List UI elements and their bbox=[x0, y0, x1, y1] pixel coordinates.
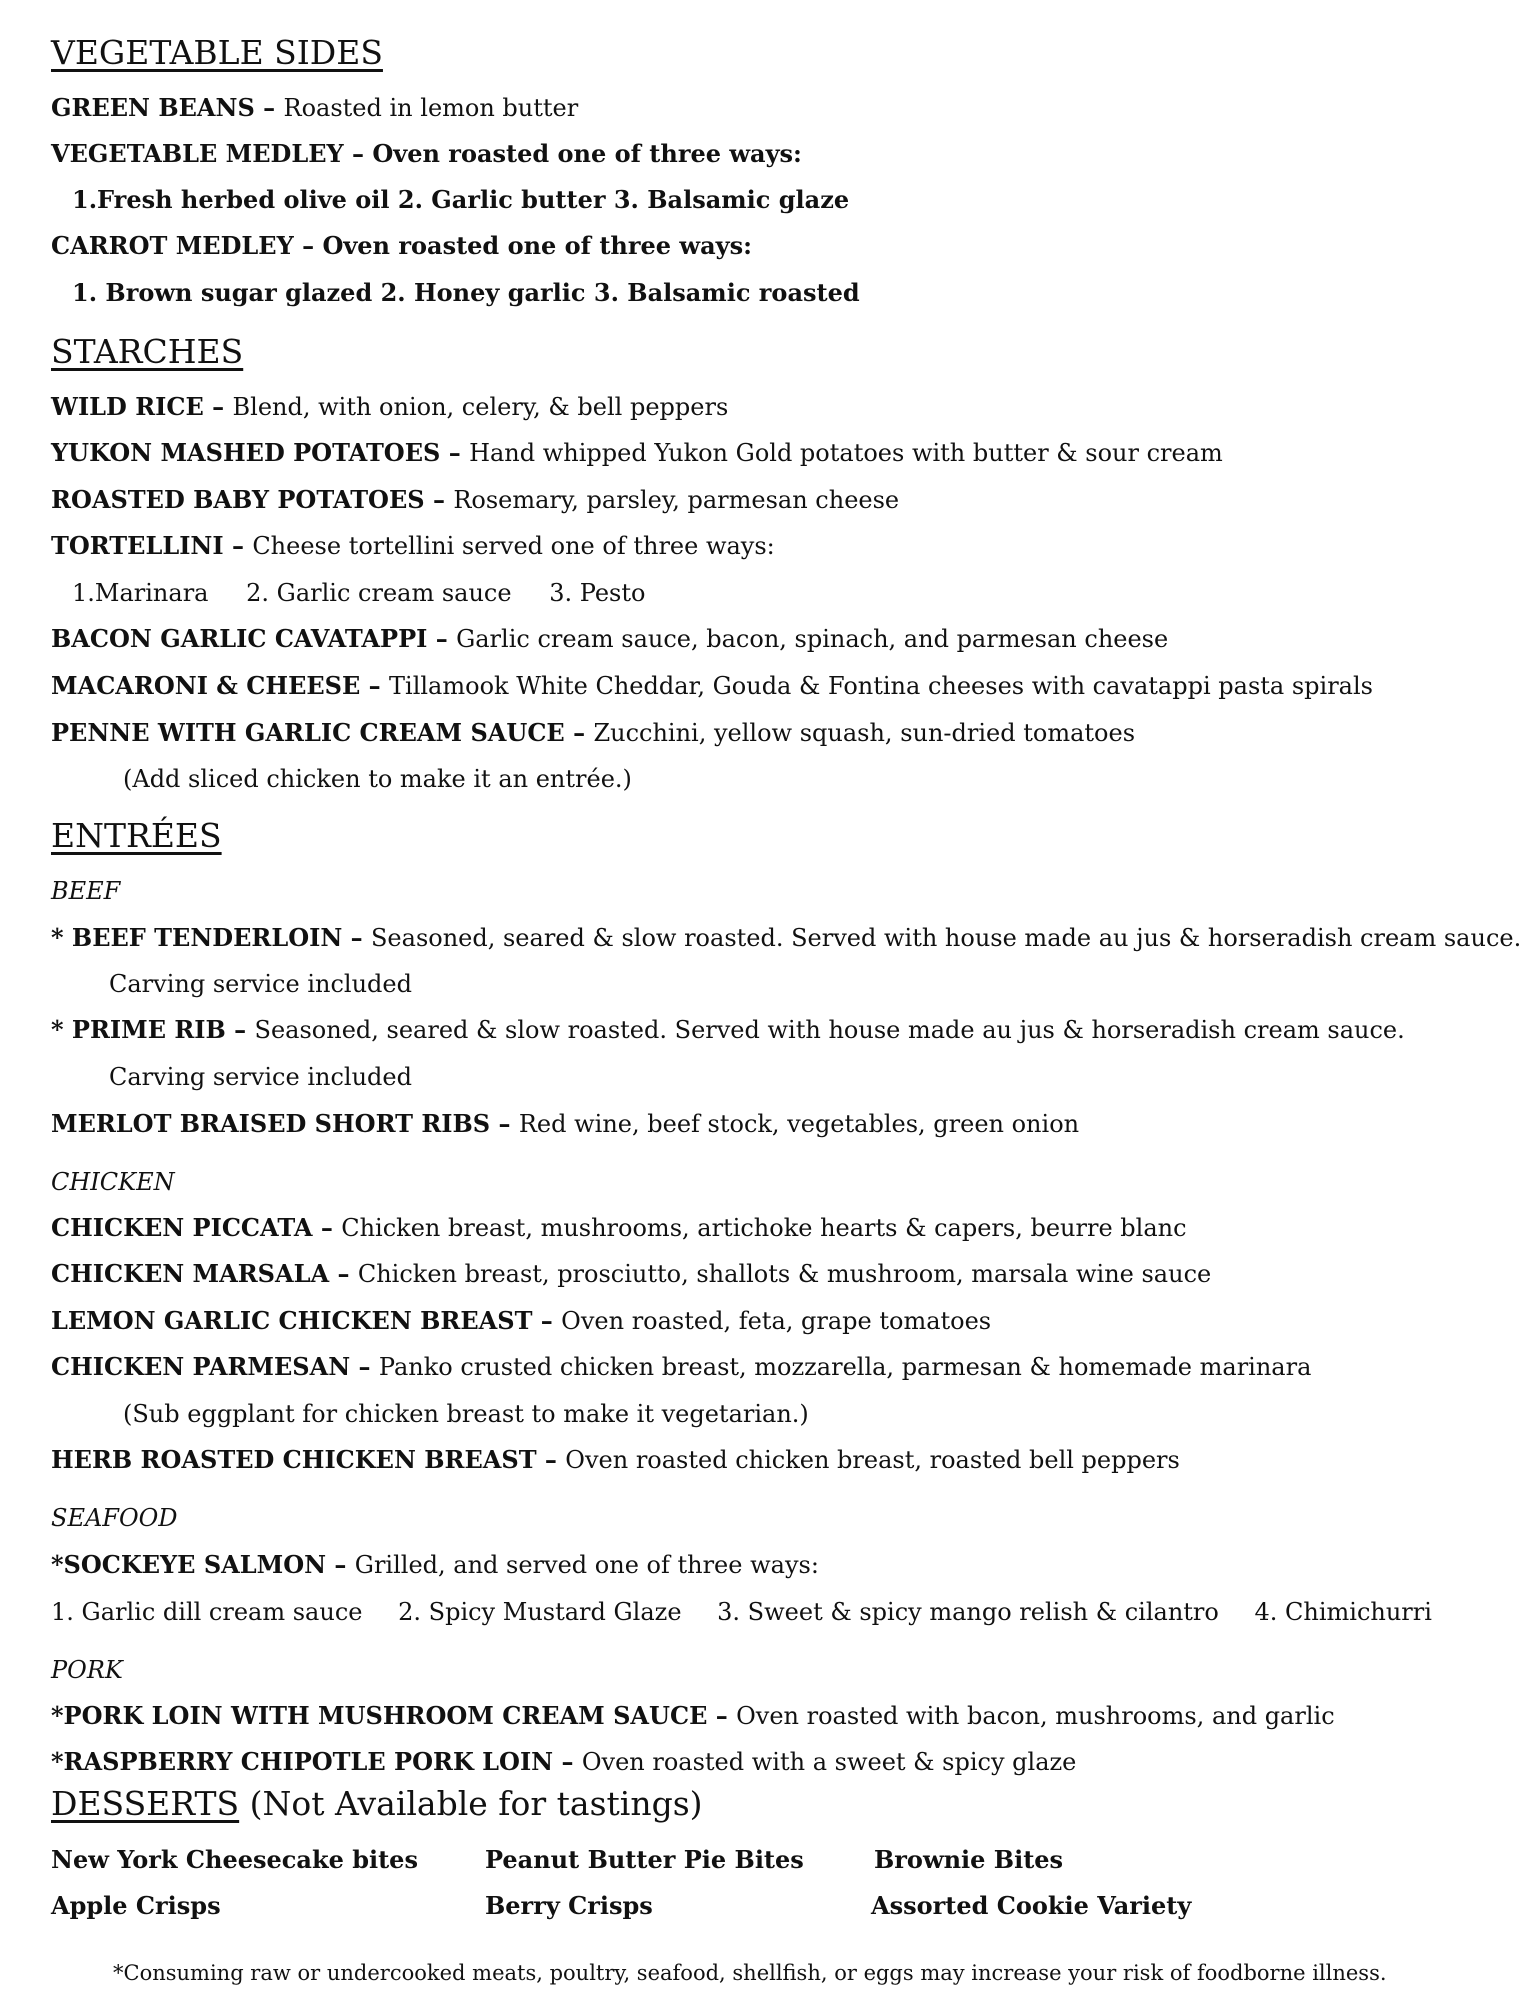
item-baby-potatoes bbox=[51, 484, 899, 516]
parmesan-note: (Sub eggplant for chicken breast to make it vegetarian.) bbox=[123, 1400, 809, 1428]
penne-note: (Add sliced chicken to make it an entrée.) bbox=[123, 765, 632, 793]
item-separator: – bbox=[342, 923, 371, 952]
item-name: PENNE WITH GARLIC CREAM SAUCE bbox=[51, 718, 565, 747]
item-name: CHICKEN PARMESAN bbox=[51, 1352, 351, 1381]
item-description: Zucchini, yellow squash, sun-dried tomatoes bbox=[593, 719, 1136, 747]
item-description: Grilled, and served one of three ways: bbox=[354, 1551, 819, 1579]
item-name: * PRIME RIB bbox=[51, 1015, 226, 1044]
item-separator: – bbox=[350, 1352, 379, 1381]
item-description: Oven roasted one of three ways: bbox=[372, 139, 802, 168]
dessert-item: Assorted Cookie Variety bbox=[871, 1891, 1192, 1920]
tortellini-options bbox=[72, 577, 645, 609]
desserts-heading: DESSERTS bbox=[51, 1784, 240, 1823]
item-name: MACARONI & CHEESE bbox=[51, 671, 361, 700]
item-separator: – bbox=[553, 1747, 582, 1776]
option-2: 2. Spicy Mustard Glaze bbox=[398, 1598, 682, 1626]
item-name: CHICKEN PICCATA bbox=[51, 1213, 313, 1242]
entrees-heading: ENTRÉES bbox=[51, 816, 222, 855]
item-separator: – bbox=[254, 93, 284, 122]
chicken-category-label: CHICKEN bbox=[51, 1168, 175, 1196]
item-name: *SOCKEYE SALMON bbox=[51, 1550, 327, 1579]
item-separator: – bbox=[536, 1445, 566, 1474]
item-description: Seasoned, seared & slow roasted. Served with house made au jus & horseradish cream sauce. bbox=[254, 1016, 1405, 1044]
item-raspberry-chipotle-pork bbox=[51, 1746, 1076, 1778]
item-separator: – bbox=[203, 392, 233, 421]
item-description: Red wine, beef stock, vegetables, green onion bbox=[518, 1110, 1080, 1138]
item-separator: – bbox=[424, 485, 454, 514]
carrot-medley-options: 1. Brown sugar glazed 2. Honey garlic 3. Balsamic roasted bbox=[72, 278, 860, 307]
item-sockeye-salmon bbox=[51, 1549, 819, 1581]
vegetable-sides-heading: VEGETABLE SIDES bbox=[51, 33, 383, 72]
item-name: BACON GARLIC CAVATAPPI bbox=[51, 624, 428, 653]
dessert-item: Apple Crisps bbox=[51, 1891, 221, 1920]
item-name: *PORK LOIN WITH MUSHROOM CREAM SAUCE bbox=[51, 1701, 708, 1730]
item-penne bbox=[51, 717, 1135, 749]
item-separator: – bbox=[427, 624, 457, 653]
beef-category-label: BEEF bbox=[51, 877, 121, 905]
footer-disclaimer: *Consuming raw or undercooked meats, poultry, seafood, shellfish, or eggs may increase your risk of foodborne illness. bbox=[113, 1961, 1387, 1985]
item-name: *RASPBERRY CHIPOTLE PORK LOIN bbox=[51, 1747, 554, 1776]
item-description: Chicken breast, mushrooms, artichoke hearts & capers, beurre blanc bbox=[341, 1214, 1187, 1242]
item-name: CARROT MEDLEY bbox=[51, 231, 294, 260]
item-separator: – bbox=[707, 1701, 737, 1730]
tenderloin-carving-note: Carving service included bbox=[109, 970, 412, 998]
item-description: Chicken breast, prosciutto, shallots & mushroom, marsala wine sauce bbox=[357, 1260, 1212, 1288]
vegetable-medley-options: 1.Fresh herbed olive oil 2. Garlic butter 3. Balsamic glaze bbox=[72, 185, 850, 214]
item-description: Blend, with onion, celery, & bell peppers bbox=[232, 393, 729, 421]
option-3: 3. Pesto bbox=[549, 579, 646, 607]
item-separator: – bbox=[343, 139, 373, 168]
item-chicken-marsala bbox=[51, 1258, 1211, 1290]
desserts-heading-row bbox=[51, 1784, 703, 1824]
item-separator: – bbox=[329, 1259, 358, 1288]
item-bacon-garlic-cavatappi bbox=[51, 623, 1168, 655]
item-description: Tillamook White Cheddar, Gouda & Fontina cheeses with cavatappi pasta spirals bbox=[389, 672, 1373, 700]
item-name: TORTELLINI bbox=[51, 531, 224, 560]
item-merlot-short-ribs bbox=[51, 1108, 1079, 1140]
item-separator: – bbox=[564, 718, 594, 747]
pork-category-label: PORK bbox=[51, 1656, 123, 1684]
item-name: YUKON MASHED POTATOES bbox=[51, 438, 441, 467]
prime-rib-carving-note: Carving service included bbox=[109, 1063, 412, 1091]
seafood-category-label: SEAFOOD bbox=[51, 1504, 178, 1532]
item-separator: – bbox=[225, 1015, 255, 1044]
option-1: 1.Marinara bbox=[72, 579, 209, 607]
dessert-item: Peanut Butter Pie Bites bbox=[485, 1845, 804, 1874]
item-description: Oven roasted chicken breast, roasted bell peppers bbox=[565, 1446, 1180, 1474]
item-green-beans bbox=[51, 92, 578, 124]
item-name: HERB ROASTED CHICKEN BREAST bbox=[51, 1445, 537, 1474]
item-separator: – bbox=[293, 231, 323, 260]
desserts-note: (Not Available for tastings) bbox=[239, 1784, 703, 1823]
option-1: 1. Garlic dill cream sauce bbox=[51, 1598, 363, 1626]
option-4: 4. Chimichurri bbox=[1254, 1598, 1432, 1626]
item-prime-rib bbox=[51, 1014, 1405, 1046]
option-3: 3. Sweet & spicy mango relish & cilantro bbox=[717, 1598, 1219, 1626]
item-macaroni-cheese bbox=[51, 670, 1373, 702]
item-name: CHICKEN MARSALA bbox=[51, 1259, 330, 1288]
item-tortellini bbox=[51, 530, 775, 562]
item-separator: – bbox=[312, 1213, 342, 1242]
dessert-item: Brownie Bites bbox=[874, 1845, 1064, 1874]
item-separator: – bbox=[360, 671, 390, 700]
item-separator: – bbox=[223, 531, 253, 560]
item-name: * BEEF TENDERLOIN bbox=[51, 923, 343, 952]
item-description: Seasoned, seared & slow roasted. Served with house made au jus & horseradish cream sauce. bbox=[370, 924, 1521, 952]
item-separator: – bbox=[490, 1109, 519, 1138]
item-description: Oven roasted one of three ways: bbox=[322, 231, 752, 260]
salmon-options bbox=[51, 1596, 1432, 1628]
item-description: Hand whipped Yukon Gold potatoes with butter & sour cream bbox=[469, 439, 1223, 467]
item-name: MERLOT BRAISED SHORT RIBS bbox=[51, 1109, 491, 1138]
item-chicken-piccata bbox=[51, 1212, 1187, 1244]
item-description: Oven roasted with bacon, mushrooms, and garlic bbox=[736, 1702, 1335, 1730]
item-description: Roasted in lemon butter bbox=[283, 94, 579, 122]
item-name: WILD RICE bbox=[51, 392, 204, 421]
item-chicken-parmesan bbox=[51, 1351, 1311, 1383]
item-description: Rosemary, parsley, parmesan cheese bbox=[453, 486, 900, 514]
item-description: Cheese tortellini served one of three ways: bbox=[252, 532, 775, 560]
item-lemon-garlic-chicken bbox=[51, 1305, 991, 1337]
item-beef-tenderloin bbox=[51, 922, 1521, 954]
dessert-item: New York Cheesecake bites bbox=[51, 1845, 418, 1874]
item-description: Panko crusted chicken breast, mozzarella, parmesan & homemade marinara bbox=[378, 1353, 1312, 1381]
item-separator: – bbox=[440, 438, 470, 467]
item-description: Oven roasted with a sweet & spicy glaze bbox=[581, 1748, 1077, 1776]
item-vegetable-medley bbox=[51, 138, 802, 170]
item-herb-roasted-chicken bbox=[51, 1444, 1180, 1476]
item-name: ROASTED BABY POTATOES bbox=[51, 485, 425, 514]
dessert-item: Berry Crisps bbox=[485, 1891, 653, 1920]
item-separator: – bbox=[532, 1306, 562, 1335]
starches-heading: STARCHES bbox=[51, 332, 244, 371]
item-name: VEGETABLE MEDLEY bbox=[51, 139, 344, 168]
item-pork-loin-mushroom bbox=[51, 1700, 1335, 1732]
item-description: Oven roasted, feta, grape tomatoes bbox=[561, 1307, 992, 1335]
item-name: GREEN BEANS bbox=[51, 93, 255, 122]
item-wild-rice bbox=[51, 391, 728, 423]
item-carrot-medley bbox=[51, 230, 752, 262]
item-yukon-mashed bbox=[51, 437, 1223, 469]
item-name: LEMON GARLIC CHICKEN BREAST bbox=[51, 1306, 533, 1335]
item-description: Garlic cream sauce, bacon, spinach, and parmesan cheese bbox=[456, 625, 1169, 653]
item-separator: – bbox=[326, 1550, 355, 1579]
option-2: 2. Garlic cream sauce bbox=[246, 579, 512, 607]
